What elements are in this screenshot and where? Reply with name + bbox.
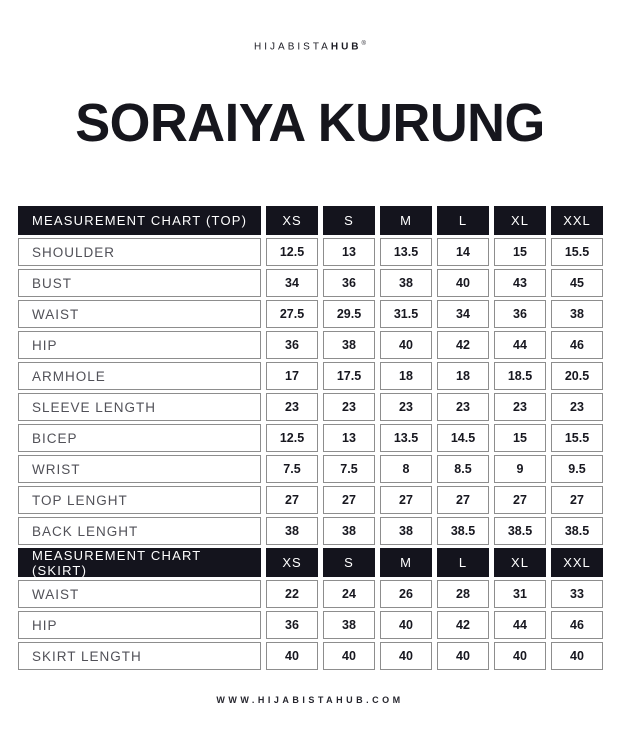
value-cell: 40 xyxy=(380,331,432,359)
value-cell: 38.5 xyxy=(494,517,546,545)
row-label: SKIRT LENGTH xyxy=(18,642,261,670)
value-cell: 12.5 xyxy=(266,424,318,452)
table-row-wrist xyxy=(18,455,603,483)
value-cell: 20.5 xyxy=(551,362,603,390)
registered-mark: ® xyxy=(361,41,366,47)
value-cell: 8.5 xyxy=(437,455,489,483)
value-cell: 14 xyxy=(437,238,489,266)
value-cell: 40 xyxy=(380,642,432,670)
value-cell: 38 xyxy=(380,269,432,297)
value-cell: 38 xyxy=(323,611,375,639)
page-title: SORAIYA KURUNG xyxy=(75,93,545,154)
value-cell: 23 xyxy=(266,393,318,421)
section-header-skirt: MEASUREMENT CHART (SKIRT) xyxy=(18,548,261,577)
size-column-header-l: L xyxy=(437,548,489,577)
row-label: WRIST xyxy=(18,455,261,483)
value-cell: 23 xyxy=(323,393,375,421)
value-cell: 23 xyxy=(437,393,489,421)
value-cell: 17 xyxy=(266,362,318,390)
value-cell: 22 xyxy=(266,580,318,608)
value-cell: 15 xyxy=(494,424,546,452)
value-cell: 40 xyxy=(380,611,432,639)
table-row-bicep xyxy=(18,424,603,452)
value-cell: 40 xyxy=(551,642,603,670)
value-cell: 40 xyxy=(494,642,546,670)
size-column-header-xxl: XXL xyxy=(551,206,603,235)
value-cell: 34 xyxy=(437,300,489,328)
row-label: BUST xyxy=(18,269,261,297)
table-row-sleeve-length xyxy=(18,393,603,421)
value-cell: 13.5 xyxy=(380,424,432,452)
value-cell: 18 xyxy=(380,362,432,390)
brand-logo xyxy=(0,0,620,52)
value-cell: 14.5 xyxy=(437,424,489,452)
value-cell: 15 xyxy=(494,238,546,266)
value-cell: 40 xyxy=(266,642,318,670)
size-column-header-xl: XL xyxy=(494,548,546,577)
brand-logo-text: HIJABISTA xyxy=(254,41,331,53)
row-label: TOP LENGHT xyxy=(18,486,261,514)
table-row-shoulder xyxy=(18,238,603,266)
size-column-header-xs: XS xyxy=(266,206,318,235)
row-label: HIP xyxy=(18,611,261,639)
value-cell: 18 xyxy=(437,362,489,390)
value-cell: 24 xyxy=(323,580,375,608)
value-cell: 38 xyxy=(380,517,432,545)
value-cell: 42 xyxy=(437,331,489,359)
value-cell: 27.5 xyxy=(266,300,318,328)
website-url: WWW.HIJABISTAHUB.COM xyxy=(216,695,404,706)
value-cell: 44 xyxy=(494,331,546,359)
section-header-top: MEASUREMENT CHART (TOP) xyxy=(18,206,261,235)
value-cell: 42 xyxy=(437,611,489,639)
measurement-tables xyxy=(18,206,603,670)
value-cell: 15.5 xyxy=(551,238,603,266)
brand-logo-bold: HUB xyxy=(330,41,362,53)
value-cell: 38 xyxy=(323,517,375,545)
value-cell: 38.5 xyxy=(437,517,489,545)
value-cell: 27 xyxy=(494,486,546,514)
value-cell: 31.5 xyxy=(380,300,432,328)
table-row-skirt-length xyxy=(18,642,603,670)
value-cell: 38.5 xyxy=(551,517,603,545)
row-label: BICEP xyxy=(18,424,261,452)
table-row-top-lenght xyxy=(18,486,603,514)
size-column-header-xxl: XXL xyxy=(551,548,603,577)
row-label: BACK LENGHT xyxy=(18,517,261,545)
value-cell: 29.5 xyxy=(323,300,375,328)
size-column-header-m: M xyxy=(380,548,432,577)
size-column-header-xl: XL xyxy=(494,206,546,235)
value-cell: 36 xyxy=(266,331,318,359)
value-cell: 27 xyxy=(551,486,603,514)
value-cell: 31 xyxy=(494,580,546,608)
value-cell: 7.5 xyxy=(266,455,318,483)
table-row-waist-top xyxy=(18,300,603,328)
value-cell: 9.5 xyxy=(551,455,603,483)
value-cell: 40 xyxy=(437,269,489,297)
value-cell: 27 xyxy=(266,486,318,514)
measurement-table-skirt-header-row xyxy=(18,548,603,577)
value-cell: 33 xyxy=(551,580,603,608)
table-row-hip-skirt xyxy=(18,611,603,639)
value-cell: 13 xyxy=(323,238,375,266)
value-cell: 45 xyxy=(551,269,603,297)
table-row-bust xyxy=(18,269,603,297)
value-cell: 40 xyxy=(323,642,375,670)
table-row-hip-top xyxy=(18,331,603,359)
size-column-header-l: L xyxy=(437,206,489,235)
value-cell: 38 xyxy=(551,300,603,328)
size-column-header-xs: XS xyxy=(266,548,318,577)
value-cell: 23 xyxy=(494,393,546,421)
value-cell: 13.5 xyxy=(380,238,432,266)
value-cell: 15.5 xyxy=(551,424,603,452)
value-cell: 44 xyxy=(494,611,546,639)
value-cell: 26 xyxy=(380,580,432,608)
value-cell: 38 xyxy=(266,517,318,545)
value-cell: 36 xyxy=(323,269,375,297)
value-cell: 46 xyxy=(551,611,603,639)
value-cell: 38 xyxy=(323,331,375,359)
size-column-header-s: S xyxy=(323,548,375,577)
value-cell: 18.5 xyxy=(494,362,546,390)
value-cell: 8 xyxy=(380,455,432,483)
row-label: HIP xyxy=(18,331,261,359)
row-label: WAIST xyxy=(18,300,261,328)
value-cell: 27 xyxy=(437,486,489,514)
value-cell: 9 xyxy=(494,455,546,483)
value-cell: 27 xyxy=(380,486,432,514)
row-label: SLEEVE LENGTH xyxy=(18,393,261,421)
value-cell: 28 xyxy=(437,580,489,608)
value-cell: 34 xyxy=(266,269,318,297)
size-column-header-m: M xyxy=(380,206,432,235)
value-cell: 17.5 xyxy=(323,362,375,390)
row-label: SHOULDER xyxy=(18,238,261,266)
measurement-table-top-header-row xyxy=(18,206,603,235)
value-cell: 7.5 xyxy=(323,455,375,483)
value-cell: 23 xyxy=(380,393,432,421)
size-column-header-s: S xyxy=(323,206,375,235)
value-cell: 40 xyxy=(437,642,489,670)
value-cell: 36 xyxy=(266,611,318,639)
value-cell: 23 xyxy=(551,393,603,421)
value-cell: 27 xyxy=(323,486,375,514)
value-cell: 46 xyxy=(551,331,603,359)
row-label: WAIST xyxy=(18,580,261,608)
row-label: ARMHOLE xyxy=(18,362,261,390)
value-cell: 36 xyxy=(494,300,546,328)
table-row-waist-skirt xyxy=(18,580,603,608)
table-row-armhole xyxy=(18,362,603,390)
table-row-back-lenght xyxy=(18,517,603,545)
value-cell: 12.5 xyxy=(266,238,318,266)
value-cell: 13 xyxy=(323,424,375,452)
value-cell: 43 xyxy=(494,269,546,297)
